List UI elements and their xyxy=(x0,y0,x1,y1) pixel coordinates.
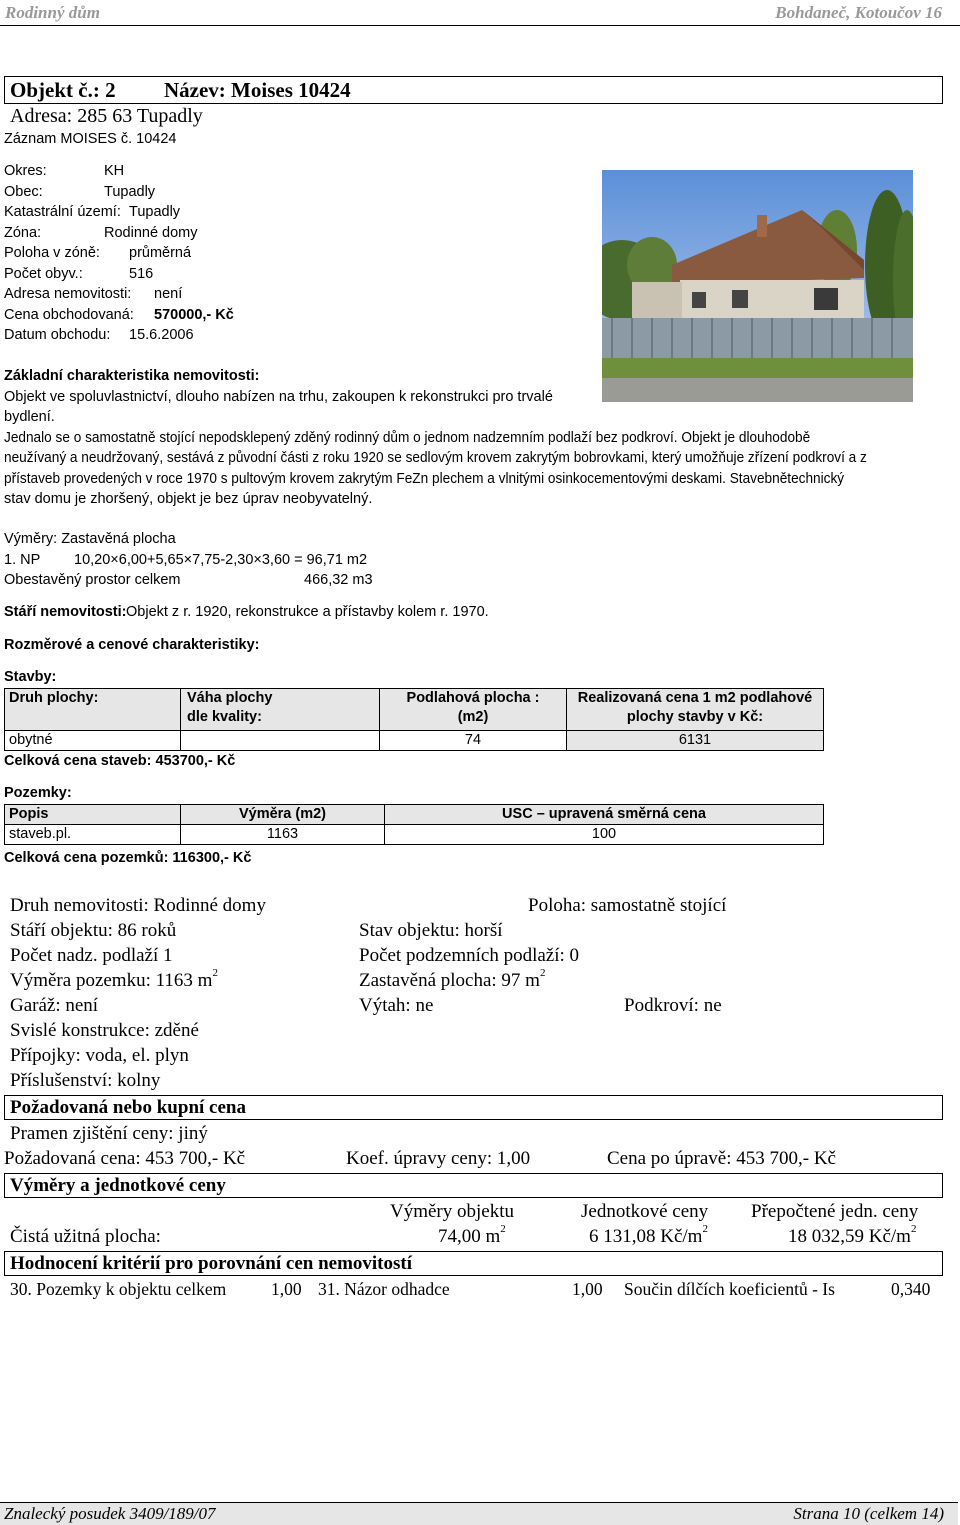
pozemky-total: Celková cena pozemků: 116300,- Kč xyxy=(4,850,252,866)
stavby-col-vaha: Váha plochy dle kvality: xyxy=(181,689,380,731)
okres-value: KH xyxy=(104,163,125,179)
datum-label: Datum obchodu: xyxy=(4,327,111,343)
stavby-vaha xyxy=(181,731,380,751)
characteristics-line: Jednalo se o samostatně stojící nepodsklepený zděný rodinný dům o jednom nadzemním podlaží bez podkroví. Objekt je dlouhodobě xyxy=(4,430,811,446)
characteristics-line: bydlení. xyxy=(4,409,55,425)
summary-garaz: Garáž: není xyxy=(10,995,99,1016)
poloha-value: průměrná xyxy=(129,245,192,261)
soucin-value: 0,340 xyxy=(891,1279,931,1299)
house-photo xyxy=(602,170,913,402)
summary-podz: Počet podzemních podlaží: 0 xyxy=(359,945,580,966)
obyv-label: Počet obyv.: xyxy=(4,266,83,282)
cena-pozadovana: Požadovaná cena: 453 700,- Kč xyxy=(4,1148,246,1169)
vymery-ceny-heading: Výměry a jednotkové ceny xyxy=(10,1175,226,1196)
obec-label: Obec: xyxy=(4,184,43,200)
summary-svisle: Svislé konstrukce: zděné xyxy=(10,1020,199,1041)
summary-poloha: Poloha: samostatně stojící xyxy=(528,895,727,916)
k31-label: 31. Názor odhadce xyxy=(318,1279,450,1299)
pozemky-col-popis: Popis xyxy=(5,805,181,825)
zona-value: Rodinné domy xyxy=(104,225,198,241)
stavby-col-druh: Druh plochy: xyxy=(5,689,181,731)
footer-left: Znalecký posudek 3409/189/07 xyxy=(4,1504,216,1523)
vymery-ceny-v3: 18 032,59 $Kč/m^2$ xyxy=(788,1223,917,1247)
object-title-box xyxy=(4,76,943,104)
pozemky-popis: staveb.pl. xyxy=(5,825,181,845)
table-row xyxy=(5,731,824,751)
pozemky-col-vymera: Výměra (m2) xyxy=(181,805,385,825)
characteristics-line: Objekt ve spoluvlastnictví, dlouho nabízen na trhu, zakoupen k rekonstrukci pro trvalé xyxy=(4,389,553,405)
summary-stav: Stav objektu: horší xyxy=(359,920,503,941)
cena-po-uprave: Cena po úpravě: 453 700,- Kč xyxy=(607,1148,836,1169)
rozmer-heading: Rozměrové a cenové charakteristiky: xyxy=(4,637,260,653)
stavby-table xyxy=(4,688,824,751)
zona-label: Zóna: xyxy=(4,225,42,241)
footer-right: Strana 10 (celkem 14) xyxy=(793,1504,944,1523)
stari-label: Stáří nemovitosti: xyxy=(4,604,127,620)
summary-podkrovi: Podkroví: ne xyxy=(624,995,722,1016)
poloha-label: Poloha v zóně: xyxy=(4,245,100,261)
characteristics-line: přístaveb provedených v roce 1970 s pultovým krovem zakrytým FeZn plechem a vlnitými osinkocementovými deskami. Stavebnětechnický xyxy=(4,471,845,487)
object-number: Objekt č.: 2 xyxy=(10,78,116,102)
object-record: Záznam MOISES č. 10424 xyxy=(4,131,177,147)
okres-label: Okres: xyxy=(4,163,47,179)
hodnoceni-heading: Hodnocení kritérií pro porovnání cen nemovitostí xyxy=(10,1253,412,1274)
obec-value: Tupadly xyxy=(104,184,156,200)
k30-label: 30. Pozemky k objektu celkem xyxy=(10,1279,227,1299)
pozemky-vymera: 1163 xyxy=(181,825,385,845)
stavby-druh: obytné xyxy=(5,731,181,751)
table-row xyxy=(5,825,824,845)
vymery-ceny-v2: 6 131,08 $Kč/m^2$ xyxy=(589,1223,708,1247)
katastr-label: Katastrální území: xyxy=(4,204,121,220)
summary-pripojky: Přípojky: voda, el. plyn xyxy=(10,1045,189,1066)
np-label: 1. NP xyxy=(4,552,41,568)
header-right: Bohdaneč, Kotoučov 16 xyxy=(775,3,942,22)
adresa-value: není xyxy=(154,286,183,302)
vymery-ceny-col2: Jednotkové ceny xyxy=(581,1201,709,1222)
stavby-col-plocha: Podlahová plocha : (m2) xyxy=(380,689,567,731)
cena-koef: Koef. úpravy ceny: 1,00 xyxy=(346,1148,531,1169)
stavby-total: Celková cena staveb: 453700,- Kč xyxy=(4,753,236,769)
characteristics-line: neužívaný a neudržovaný, sestává z původní části z roku 1920 se sedlovým krovem zakrytým bobrovkami, který umožňuje zřízení podkroví a z xyxy=(4,450,867,466)
adresa-label: Adresa nemovitosti: xyxy=(4,286,132,302)
stari-value: Objekt z r. 1920, rekonstrukce a přístavby kolem r. 1970. xyxy=(126,604,489,620)
datum-value: 15.6.2006 xyxy=(129,327,194,343)
obestaveny-label: Obestavěný prostor celkem xyxy=(4,572,181,588)
characteristics-line: stav domu je zhoršený, objekt je bez úprav neobyvatelný. xyxy=(4,491,373,507)
summary-vytah: Výtah: ne xyxy=(359,995,434,1016)
header-left: Rodinný dům xyxy=(5,3,100,22)
pozemky-col-usc: USC – upravená směrná cena xyxy=(385,805,824,825)
vymery-heading: Výměry: Zastavěná plocha xyxy=(4,531,176,547)
katastr-value: Tupadly xyxy=(129,204,181,220)
cena-label: Cena obchodovaná: xyxy=(4,307,134,323)
vymery-ceny-col1: Výměry objektu xyxy=(390,1201,515,1222)
cena-section-heading: Požadovaná nebo kupní cena xyxy=(10,1097,246,1118)
vymery-ceny-col3: Přepočtené jedn. ceny xyxy=(751,1201,919,1222)
k30-value: 1,00 xyxy=(271,1279,302,1299)
summary-druh: Druh nemovitosti: Rodinné domy xyxy=(10,895,266,916)
characteristics-heading: Základní charakteristika nemovitosti: xyxy=(4,368,260,384)
cena-pramen: Pramen zjištění ceny: jiný xyxy=(10,1123,208,1144)
object-name: Název: Moises 10424 xyxy=(164,78,351,102)
pozemky-usc: 100 xyxy=(385,825,824,845)
pozemky-heading: Pozemky: xyxy=(4,785,72,801)
obyv-value: 516 xyxy=(129,266,154,282)
summary-zastavena: Zastavěná plocha: 97 $m^2$ xyxy=(359,967,546,991)
vymery-ceny-v1: 74,00 $m^2$ xyxy=(438,1223,506,1247)
pozemky-table xyxy=(4,804,824,845)
k31-value: 1,00 xyxy=(572,1279,603,1299)
object-address: Adresa: 285 63 Tupadly xyxy=(10,105,203,127)
stavby-heading: Stavby: xyxy=(4,669,57,685)
stavby-col-cena: Realizovaná cena 1 m2 podlahové plochy stavby v Kč: xyxy=(567,689,824,731)
header-rule xyxy=(0,25,960,26)
vymery-ceny-row-label: Čistá užitná plocha: xyxy=(10,1226,161,1247)
summary-vymera-pozemku: Výměra pozemku: 1163 $m^2$ xyxy=(10,967,218,991)
soucin-label: Součin dílčích koeficientů - Is xyxy=(624,1279,835,1299)
cena-value: 570000,- Kč xyxy=(154,307,234,323)
summary-nadz: Počet nadz. podlaží 1 xyxy=(10,945,173,966)
stavby-plocha: 74 xyxy=(380,731,567,751)
summary-stari: Stáří objektu: 86 roků xyxy=(10,920,177,941)
summary-prislusenstvi: Příslušenství: kolny xyxy=(10,1070,161,1091)
obestaveny-value: 466,32 m3 xyxy=(304,572,373,588)
np-formula: 10,20×6,00+5,65×7,75-2,30×3,60 = 96,71 m2 xyxy=(74,552,368,568)
stavby-cena: 6131 xyxy=(567,731,824,751)
